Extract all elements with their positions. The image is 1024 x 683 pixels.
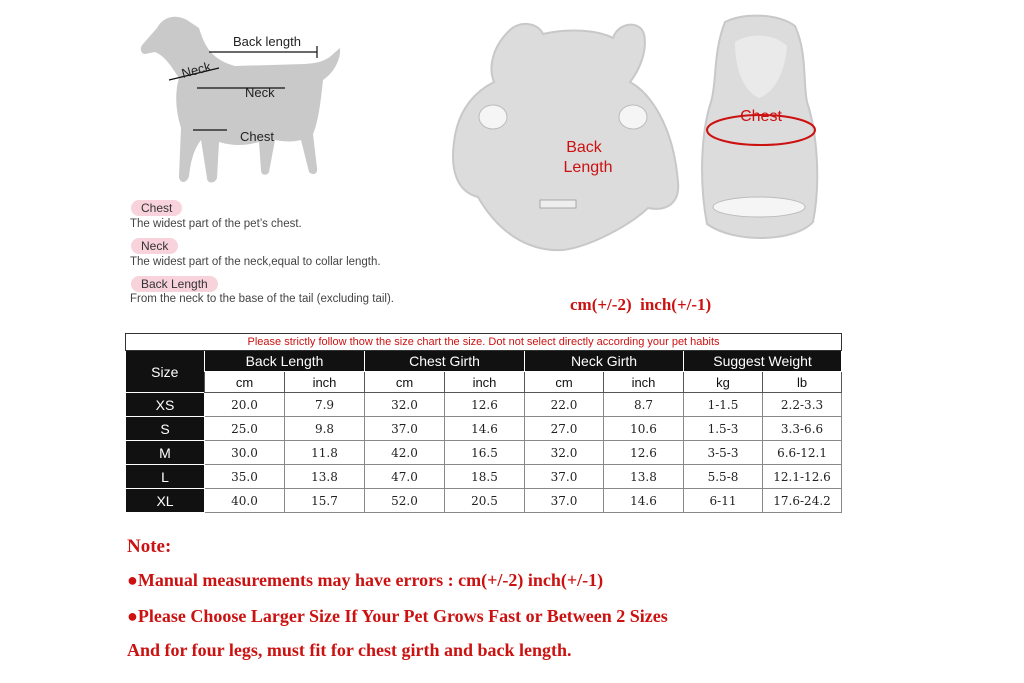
garment-back-length-line2: Length [563, 159, 613, 176]
table-cell: 37.0 [525, 489, 604, 513]
table-cell: 32.0 [365, 393, 445, 417]
chest-girth-header: Chest Girth [365, 351, 525, 372]
table-cell: 2.2-3.3 [763, 393, 842, 417]
neck-girth-header: Neck Girth [525, 351, 684, 372]
table-cell: 40.0 [205, 489, 285, 513]
table-cell: 3-5-3 [684, 441, 763, 465]
table-cell: 37.0 [525, 465, 604, 489]
table-cell: 37.0 [365, 417, 445, 441]
neck-tag-label: Neck [179, 58, 213, 81]
table-cell: 10.6 [604, 417, 684, 441]
table-row [126, 465, 842, 489]
table-cell: 47.0 [365, 465, 445, 489]
table-cell: 11.8 [285, 441, 365, 465]
table-cell: 20.0 [205, 393, 285, 417]
size-label: S [126, 417, 205, 441]
table-cell: 9.8 [285, 417, 365, 441]
garment-back-photo [448, 12, 683, 257]
table-cell: 30.0 [205, 441, 285, 465]
garment-back-length-line1: Back [566, 139, 602, 156]
table-cell: 12.1-12.6 [763, 465, 842, 489]
table-cell: 12.6 [445, 393, 525, 417]
table-row [126, 393, 842, 417]
table-cell: 8.7 [604, 393, 684, 417]
chest-term: Chest [131, 200, 182, 216]
back-length-label: Back length [233, 34, 301, 49]
table-cell: 3.3-6.6 [763, 417, 842, 441]
note-line-2: ●Please Choose Larger Size If Your Pet Grows Fast or Between 2 Sizes [127, 606, 668, 626]
unit-header: inch [285, 372, 365, 393]
table-cell: 16.5 [445, 441, 525, 465]
unit-header: cm [205, 372, 285, 393]
size-label: XS [126, 393, 205, 417]
unit-header: cm [525, 372, 604, 393]
table-cell: 6.6-12.1 [763, 441, 842, 465]
size-label: L [126, 465, 205, 489]
table-cell: 13.8 [285, 465, 365, 489]
table-cell: 25.0 [205, 417, 285, 441]
table-cell: 1.5-3 [684, 417, 763, 441]
unit-header: kg [684, 372, 763, 393]
table-cell: 42.0 [365, 441, 445, 465]
table-cell: 6-11 [684, 489, 763, 513]
size-chart-table [125, 333, 842, 513]
chest-definition: The widest part of the pet’s chest. [130, 218, 302, 230]
garment-chest-label: Chest [740, 108, 782, 125]
dog-measurement-diagram [135, 8, 355, 193]
table-cell: 27.0 [525, 417, 604, 441]
table-cell: 17.6-24.2 [763, 489, 842, 513]
table-row [126, 489, 842, 513]
table-cell: 32.0 [525, 441, 604, 465]
table-cell: 20.5 [445, 489, 525, 513]
table-cell: 12.6 [604, 441, 684, 465]
table-cell: 13.8 [604, 465, 684, 489]
suggest-weight-header: Suggest Weight [684, 351, 842, 372]
table-row [126, 441, 842, 465]
size-label: M [126, 441, 205, 465]
back-length-definition: From the neck to the base of the tail (excluding tail). [130, 293, 394, 305]
tolerance-text: cm(+/-2) inch(+/-1) [570, 295, 712, 314]
unit-header: lb [763, 372, 842, 393]
note-title: Note: [127, 536, 172, 557]
size-label: XL [126, 489, 205, 513]
table-cell: 14.6 [604, 489, 684, 513]
unit-header: inch [445, 372, 525, 393]
unit-header: cm [365, 372, 445, 393]
table-cell: 18.5 [445, 465, 525, 489]
table-cell: 1-1.5 [684, 393, 763, 417]
table-row [126, 417, 842, 441]
table-cell: 7.9 [285, 393, 365, 417]
back-length-term: Back Length [131, 276, 218, 292]
unit-header: inch [604, 372, 684, 393]
back-length-header: Back Length [205, 351, 365, 372]
table-cell: 15.7 [285, 489, 365, 513]
table-cell: 22.0 [525, 393, 604, 417]
size-header: Size [126, 351, 205, 393]
table-cell: 52.0 [365, 489, 445, 513]
garment-front-photo [695, 12, 825, 247]
size-chart-notice: Please strictly follow thow the size chart the size. Dot not select directly according your pet habits [126, 334, 842, 351]
neck-label: Neck [245, 85, 275, 100]
note-line-1: ●Manual measurements may have errors : cm(+/-2) inch(+/-1) [127, 570, 604, 590]
table-cell: 5.5-8 [684, 465, 763, 489]
note-line-3: And for four legs, must fit for chest girth and back length. [127, 640, 572, 660]
neck-term: Neck [131, 238, 178, 254]
chest-label: Chest [240, 129, 274, 144]
table-cell: 35.0 [205, 465, 285, 489]
table-cell: 14.6 [445, 417, 525, 441]
neck-definition: The widest part of the neck,equal to collar length. [130, 256, 381, 268]
